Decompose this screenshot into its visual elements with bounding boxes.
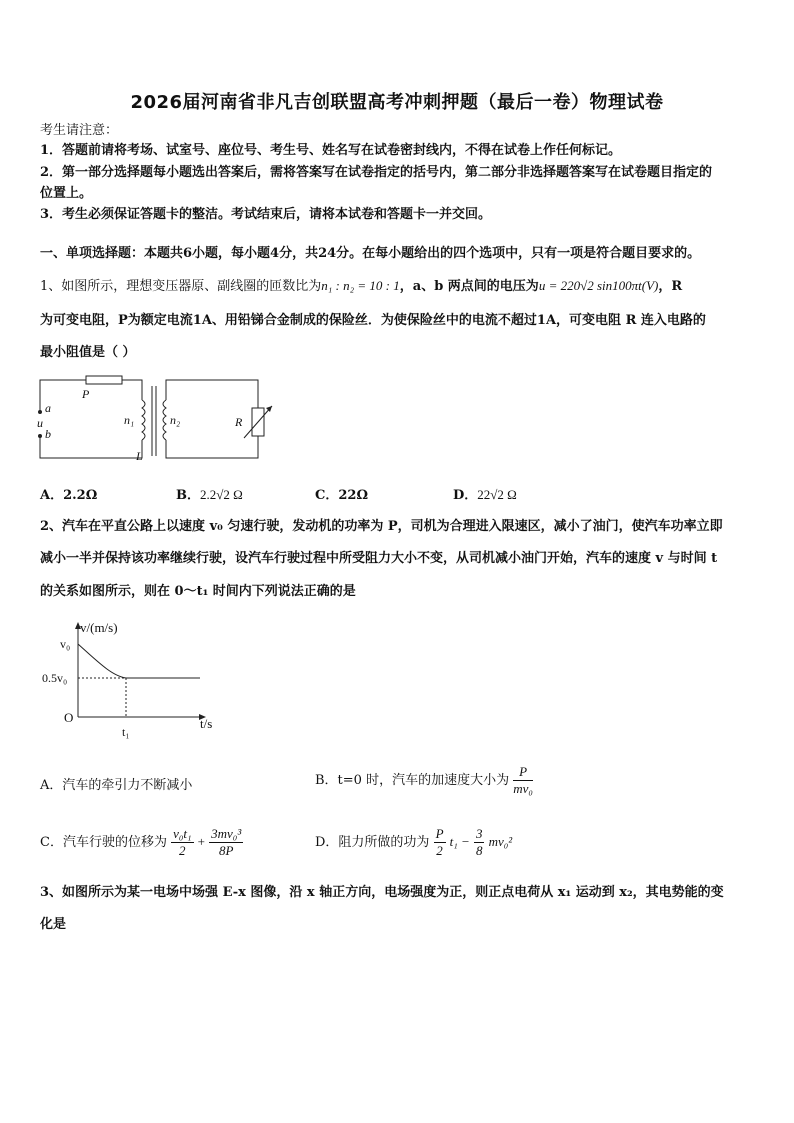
notice-item-3: 3．考生必须保证答题卡的整洁。考试结束后，请将本试卷和答题卡一并交回。	[40, 207, 492, 222]
fuse-P	[86, 376, 122, 384]
notice-item-2-cont: 位置上。	[40, 186, 93, 201]
q1-text-a: 1、如图所示，理想变压器原、副线圈的匝数比为	[40, 279, 322, 294]
graph-origin: O	[64, 710, 74, 725]
circuit-diagram	[30, 372, 310, 464]
label-b: b	[45, 427, 51, 441]
label-a: a	[45, 401, 51, 415]
graph-half-v0: 0.5v₀	[42, 671, 68, 685]
notice-item-2: 2．第一部分选择题每小题选出答案后，需将答案写在试卷指定的括号内，第二部分非选择题答案写在试卷题目指定的	[40, 165, 713, 180]
q1-text-c: ，R	[658, 279, 683, 294]
label-P: P	[82, 387, 90, 401]
vt-graph	[40, 614, 230, 744]
q2-option-c: C．汽车行驶的位移为 $\frac{\text{v₀t₁}}{2}$ + $\frac{\text{3mv₀³}}{8P}$	[40, 826, 242, 858]
graph-v0: v₀	[60, 637, 71, 651]
q1-text-b: ，a、b 两点间的电压为	[399, 279, 539, 294]
label-u: u	[37, 416, 43, 430]
q1-option-c: C．22Ω	[315, 488, 369, 503]
label-n1: n₁	[124, 413, 135, 427]
q2-option-b: B．t=0 时，汽车的加速度大小为 $\frac{P}{\text{mv₀}}$	[315, 764, 533, 796]
notice-header: 考生请注意：	[40, 123, 119, 138]
q1-line3: 最小阻值是（ ）	[40, 345, 136, 360]
q1-option-d: D．22√2 Ω	[453, 487, 517, 503]
section-heading: 一、单项选择题：本题共6小题，每小题4分，共24分。在每小题给出的四个选项中，只有一项是符合题目要求的。	[40, 246, 701, 261]
q2-option-a: A．汽车的牵引力不断减小	[40, 778, 193, 793]
q1-option-a: A．2.2Ω	[40, 488, 98, 503]
q1-line2: 为可变电阻，P为额定电流1A、用铅锑合金制成的保险丝．为使保险丝中的电流不超过1A，可变电阻 R 连入电路的	[40, 313, 706, 328]
q3-line1: 3、如图所示为某一电场中场强 E-x 图像，沿 x 轴正方向，电场强度为正，则正点电荷从 x₁ 运动到 x₂，其电势能的变	[40, 885, 724, 900]
label-R: R	[235, 415, 243, 429]
primary-coil	[142, 400, 145, 440]
secondary-coil	[163, 400, 166, 440]
q1-option-b: B．2.2√2 Ω	[176, 487, 243, 503]
q2-line2: 减小一半并保持该功率继续行驶，设汽车行驶过程中所受阻力大小不变，从司机减小油门开始，汽车的速度 v 与时间 t	[40, 551, 718, 566]
q2-line3: 的关系如图所示，则在 0～t₁ 时间内下列说法正确的是	[40, 584, 356, 599]
graph-ylabel: v/(m/s)	[80, 620, 118, 635]
velocity-curve	[78, 644, 126, 678]
label-n2: n₂	[170, 413, 181, 427]
graph-xlabel: t/s	[200, 716, 213, 731]
q3-line2: 化是	[40, 917, 67, 932]
q1-voltage: u = 220√2 sin100πt(V)	[538, 278, 659, 293]
q2-line1: 2、汽车在平直公路上以速度 v₀ 匀速行驶，发动机的功率为 P，司机为合理进入限速区，减小了油门，使汽车功率立即	[40, 519, 723, 534]
q1-ratio: n₁ : n₂ = 10 : 1	[321, 278, 400, 293]
page-title: 2026届河南省非凡吉创联盟高考冲刺押题（最后一卷）物理试卷	[130, 92, 664, 113]
q1-line1	[40, 276, 682, 297]
label-L: L	[136, 449, 143, 463]
q2-option-d: D．阻力所做的功为 $\frac{P}{2}$ t₁ − $\frac{3}{8}$ mv₀²	[315, 826, 513, 858]
graph-t1: t₁	[122, 725, 130, 739]
notice-item-1: 1．答题前请将考场、试室号、座位号、考生号、姓名写在试卷密封线内，不得在试卷上作任何标记。	[40, 143, 622, 158]
